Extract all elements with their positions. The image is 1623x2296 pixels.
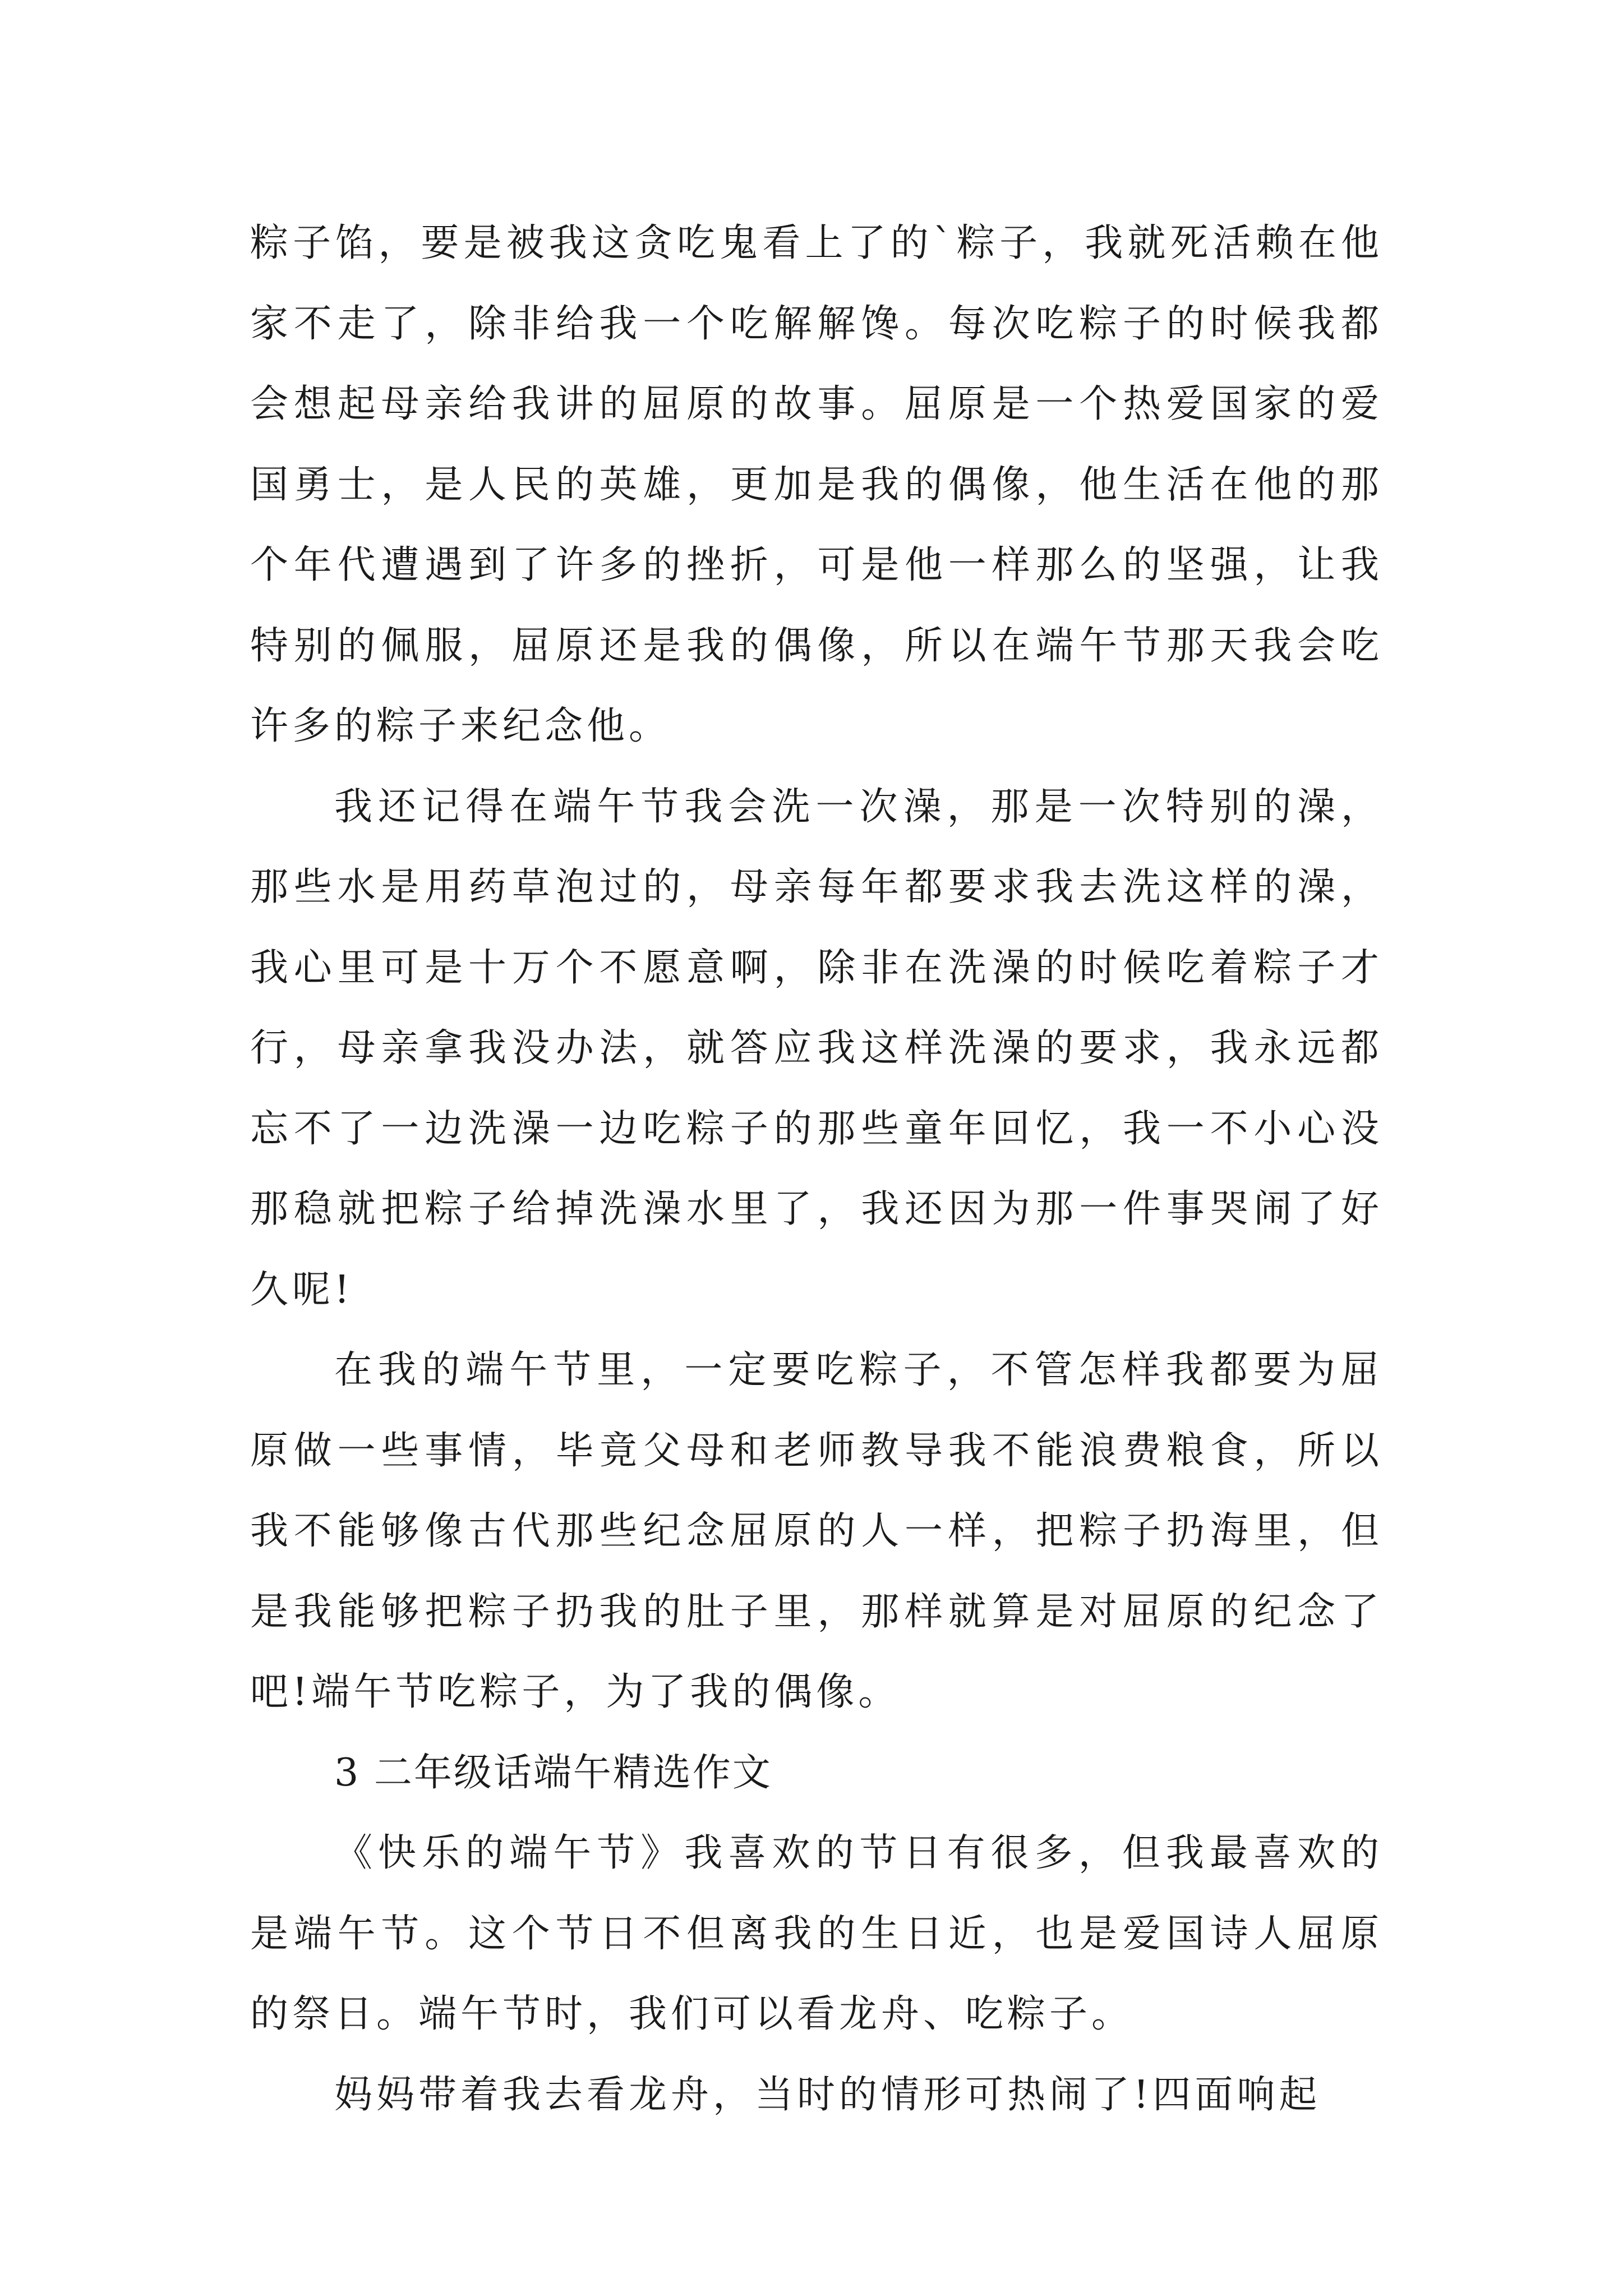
- paragraph-zongzi: 在我的端午节里，一定要吃粽子，不管怎样我都要为屈原做一些事情，毕竟父母和老师教导我不能浪费粮食，所以我不能够像古代那些纪念屈原的人一样，把粽子扔海里，但是我能够把粽子扔我的肚子里，那样就算是对屈原的纪念了吧!端午节吃粽子，为了我的偶像。: [250, 1348, 1383, 1714]
- paragraph-intro: 《快乐的端午节》我喜欢的节日有很多，但我最喜欢的是端午节。这个节日不但离我的生日近，也是爱国诗人屈原的祭日。端午节时，我们可以看龙舟、吃粽子。: [250, 1831, 1383, 2036]
- section-heading: 3 二年级话端午精选作文: [334, 1750, 772, 1795]
- paragraph-dragon-boat: 妈妈带着我去看龙舟，当时的情形可热闹了!四面响起: [334, 2072, 1321, 2117]
- paragraph-bath: 我还记得在端午节我会洗一次澡，那是一次特别的澡，那些水是用药草泡过的，母亲每年都要求我去洗这样的澡，我心里可是十万个不愿意啊，除非在洗澡的时候吃着粽子才行，母亲拿我没办法，就答应我这样洗澡的要求，我永远都忘不了一边洗澡一边吃粽子的那些童年回忆，我一不小心没那稳就把粽子给掉洗澡水里了，我还因为那一件事哭闹了好久呢!: [250, 784, 1383, 1312]
- paragraph-continued: 粽子馅，要是被我这贪吃鬼看上了的`粽子，我就死活赖在他家不走了，除非给我一个吃解解馋。每次吃粽子的时候我都会想起母亲给我讲的屈原的故事。屈原是一个热爱国家的爱国勇士，是人民的英雄，更加是我的偶像，他生活在他的那个年代遭遇到了许多的挫折，可是他一样那么的坚强，让我特别的佩服，屈原还是我的偶像，所以在端午节那天我会吃许多的粽子来纪念他。: [250, 221, 1383, 748]
- article-body: [250, 203, 1383, 2135]
